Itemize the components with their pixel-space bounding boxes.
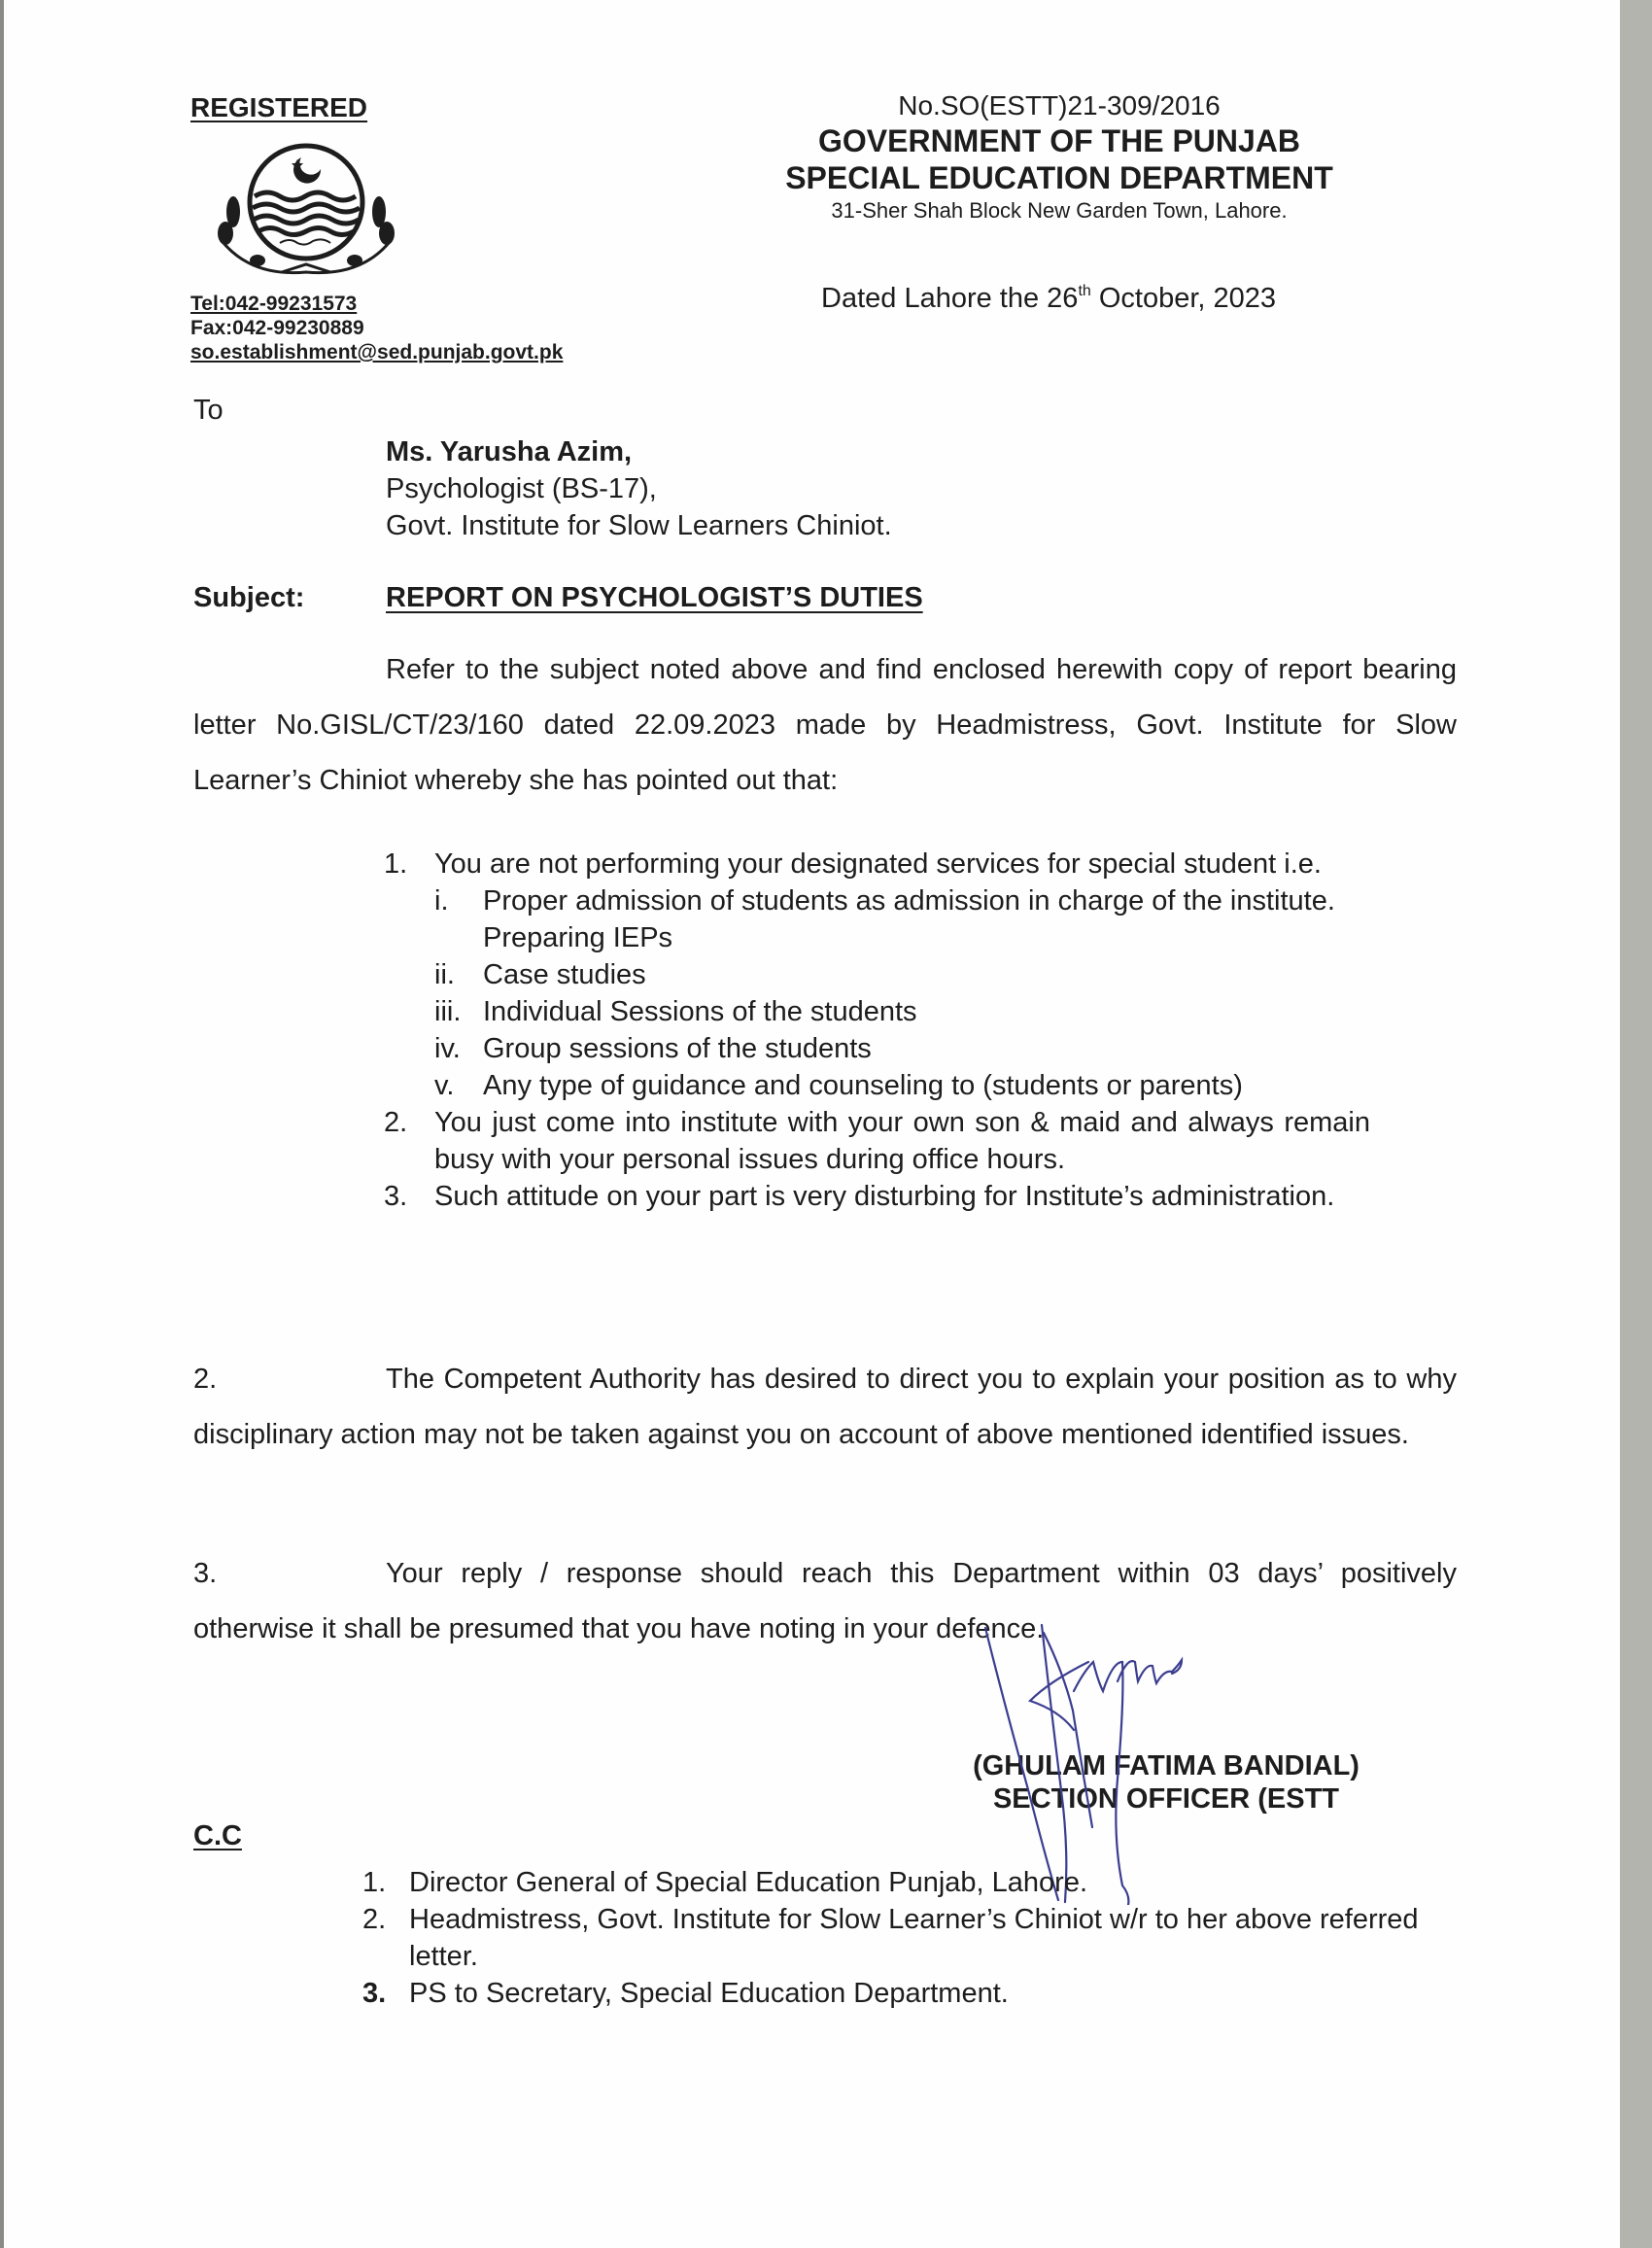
letterhead-header xyxy=(748,89,1370,225)
list-item xyxy=(384,1178,1370,1215)
contact-block xyxy=(190,292,563,364)
paragraph-1 xyxy=(193,642,1457,809)
cc-number: 2. xyxy=(362,1904,387,1935)
cc-text: Director General of Special Education Punjab, Lahore. xyxy=(409,1867,1088,1898)
sub-list-number: i. xyxy=(434,885,449,916)
registered-label: REGISTERED xyxy=(190,92,368,122)
sub-list-text: Proper admission of students as admission in charge of the institute. Preparing IEPs xyxy=(483,885,1335,953)
sub-list-number: iv. xyxy=(434,1033,461,1064)
paragraph-2 xyxy=(193,1352,1457,1463)
sub-list-item xyxy=(434,1030,1370,1067)
list-item xyxy=(384,1104,1370,1178)
date-suffix: October, 2023 xyxy=(1090,283,1277,314)
signatory-title: SECTION OFFICER (ESTT xyxy=(992,1783,1340,1815)
department-address: 31-Sher Shah Block New Garden Town, Lahore. xyxy=(831,198,1288,223)
sub-list-number: iii. xyxy=(434,996,462,1027)
cc-number: 1. xyxy=(362,1867,387,1898)
reference-number: No.SO(ESTT)21-309/2016 xyxy=(898,90,1221,121)
cc-item xyxy=(362,1975,1461,2012)
sub-list-text: Individual Sessions of the students xyxy=(483,996,917,1027)
cc-item xyxy=(362,1864,1461,1901)
cc-text: PS to Secretary, Special Education Department. xyxy=(409,1978,1009,2009)
addressee-block xyxy=(386,433,892,544)
paragraph-3-text: Your reply / response should reach this Department within 03 days’ positively otherwise it shall be presumed that you have noting in your defence. xyxy=(193,1558,1457,1644)
government-title: GOVERNMENT OF THE PUNJAB xyxy=(817,123,1301,158)
sub-list-item xyxy=(434,882,1370,956)
recipient-designation: Psychologist (BS-17), xyxy=(386,473,657,504)
recipient-institute: Govt. Institute for Slow Learners Chiniot. xyxy=(386,510,892,541)
paragraph-2-number: 2. xyxy=(193,1364,218,1395)
telephone: Tel:042-99231573 xyxy=(190,293,358,315)
cc-list xyxy=(362,1864,1461,2012)
sub-list-item xyxy=(434,993,1370,1030)
recipient-name: Ms. Yarusha Azim, xyxy=(386,436,633,467)
list-text: You are not performing your designated services for special student i.e. xyxy=(434,848,1322,880)
paragraph-3 xyxy=(193,1546,1457,1657)
paragraph-2-text: The Competent Authority has desired to direct you to explain your position as to why disciplinary action may not be taken against you on account of above mentioned identified issues. xyxy=(193,1364,1457,1450)
date-ordinal: th xyxy=(1078,283,1091,299)
subject-text: REPORT ON PSYCHOLOGIST’S DUTIES xyxy=(386,582,923,613)
sub-list-number: v. xyxy=(434,1070,455,1101)
list-item xyxy=(384,846,1370,882)
date-prefix: Dated Lahore the 26 xyxy=(821,283,1079,314)
sub-list-number: ii. xyxy=(434,959,455,990)
sub-list-text: Case studies xyxy=(483,959,646,990)
sub-list-text: Any type of guidance and counseling to (students or parents) xyxy=(483,1070,1243,1101)
paragraph-1-text: Refer to the subject noted above and find enclosed herewith copy of report bearing letter No.GISL/CT/23/160 dated 22.09.2023 made by Headmistress, Govt. Institute for Slow Learner’s Chiniot whereby she has pointed out that: xyxy=(193,654,1457,796)
cc-item xyxy=(362,1901,1461,1975)
signatory-name: (GHULAM FATIMA BANDIAL) xyxy=(973,1750,1359,1781)
punjab-government-emblem-icon xyxy=(204,136,408,282)
sub-list-text: Group sessions of the students xyxy=(483,1033,872,1064)
paragraph-3-number: 3. xyxy=(193,1558,218,1589)
issues-list xyxy=(384,846,1370,1215)
email-link[interactable]: so.establishment@sed.punjab.govt.pk xyxy=(190,341,564,363)
handwritten-signature-icon xyxy=(972,1623,1263,1905)
list-number: 2. xyxy=(384,1107,408,1138)
list-number: 1. xyxy=(384,848,408,880)
cc-text: Headmistress, Govt. Institute for Slow Learner’s Chiniot w/r to her above referred letter. xyxy=(409,1904,1419,1972)
cc-number: 3. xyxy=(362,1978,387,2009)
list-number: 3. xyxy=(384,1181,408,1212)
department-title: SPECIAL EDUCATION DEPARTMENT xyxy=(785,160,1333,195)
to-label: To xyxy=(193,395,224,426)
date-line xyxy=(821,283,1276,315)
fax: Fax:042-99230889 xyxy=(190,317,364,339)
subject-label: Subject: xyxy=(193,582,305,613)
list-text: Such attitude on your part is very disturbing for Institute’s administration. xyxy=(434,1181,1335,1212)
sub-list-item xyxy=(434,956,1370,993)
list-text: You just come into institute with your own son & maid and always remain busy with your personal issues during office hours. xyxy=(434,1107,1370,1175)
cc-label: C.C xyxy=(193,1820,242,1851)
sub-list-item xyxy=(434,1067,1370,1104)
